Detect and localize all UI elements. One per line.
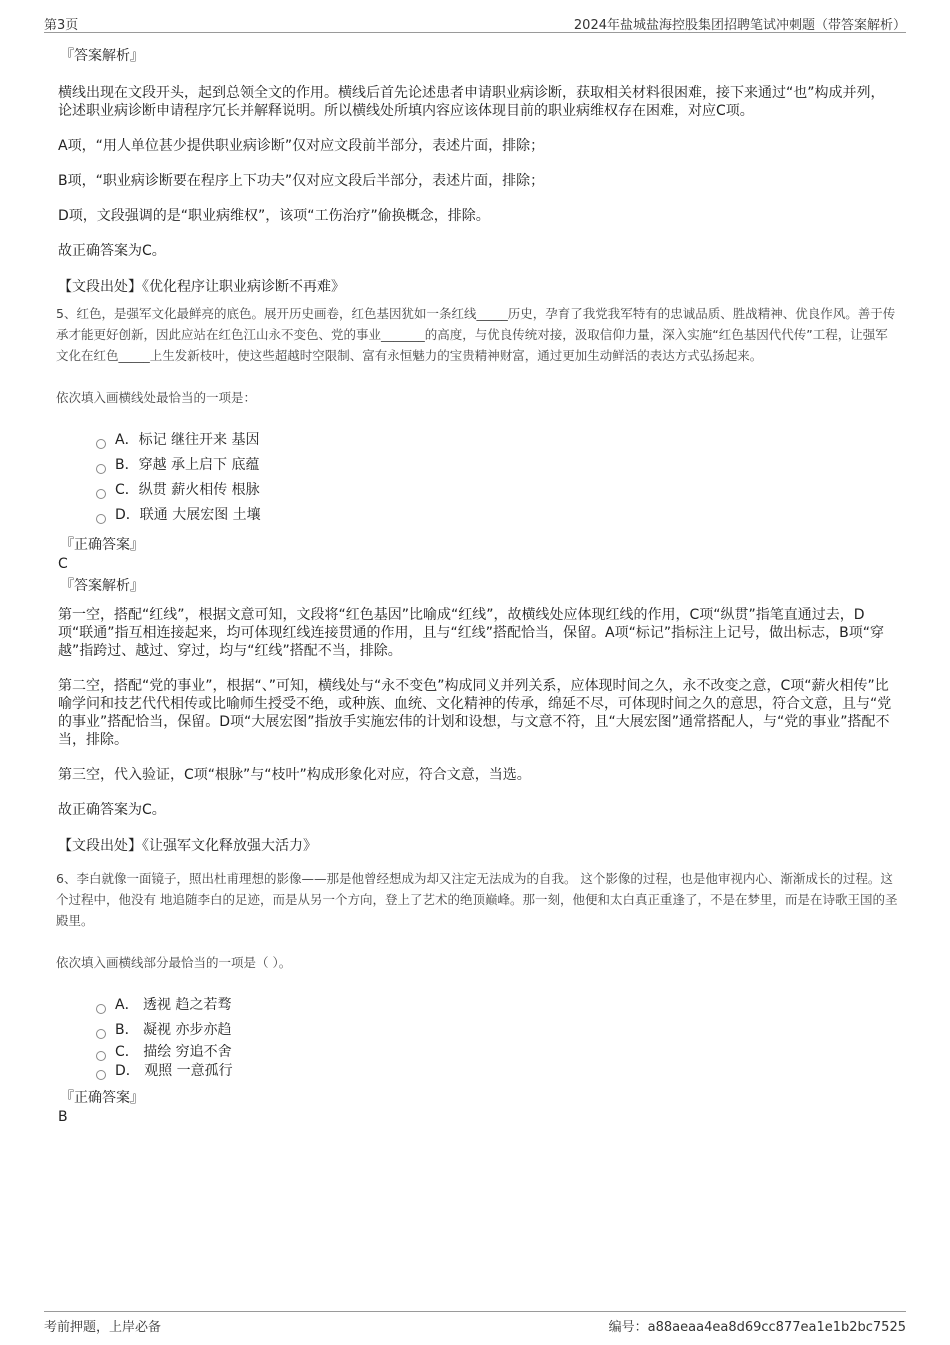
correct-answer: C: [58, 556, 68, 572]
radio-icon[interactable]: [96, 439, 106, 449]
document-title: 2024年盐城盐海控股集团招聘笔试冲刺题（带答案解析）: [573, 18, 906, 33]
radio-icon[interactable]: [96, 1029, 106, 1039]
document-body: [56, 46, 898, 1129]
option-list: [96, 993, 898, 1081]
option-label: C． 描绘 穷追不舍: [115, 1044, 232, 1060]
analysis-paragraph: 第三空，代入验证，C项“根脉”与“枝叶”构成形象化对应，符合文意，当选。: [58, 767, 531, 783]
radio-icon[interactable]: [96, 464, 106, 474]
radio-icon[interactable]: [96, 1004, 106, 1014]
option-c[interactable]: [96, 478, 898, 503]
radio-icon[interactable]: [96, 1070, 106, 1080]
page-header: [44, 12, 906, 33]
analysis-paragraph: D项，文段强调的是“职业病维权”，该项“工伤治疗”偷换概念，排除。: [58, 208, 490, 224]
option-c[interactable]: [96, 1043, 898, 1062]
option-label: B．穿越 承上启下 底蕴: [115, 457, 260, 473]
radio-icon[interactable]: [96, 489, 106, 499]
option-list: [96, 428, 898, 528]
option-d[interactable]: [96, 1062, 898, 1081]
option-b[interactable]: [96, 453, 898, 478]
analysis-paragraph: 横线出现在文段开头，起到总领全文的作用。横线后首先论述患者申请职业病诊断，获取相关材料很困难，接下来通过“也”构成并列，论述职业病诊断申请程序冗长并解释说明。所以横线处所填内容应该体现目前的职业病维权存在困难，对应C项。: [58, 85, 885, 119]
correct-answer: B: [58, 1109, 68, 1125]
source-citation: 【文段出处】《优化程序让职业病诊断不再难》: [58, 279, 345, 295]
option-b[interactable]: [96, 1018, 898, 1043]
option-label: A．标记 继往开来 基因: [115, 432, 260, 448]
option-label: D．联通 大展宏图 土壤: [115, 507, 261, 523]
option-label: B． 凝视 亦步亦趋: [115, 1022, 232, 1038]
question-prompt: 依次填入画横线处最恰当的一项是：: [56, 390, 257, 405]
analysis-conclusion: 故正确答案为C。: [58, 802, 166, 818]
question-stem: 6、李白就像一面镜子，照出杜甫理想的影像——那是他曾经想成为却又注定无法成为的自我。 这个影像的过程，也是他审视内心、渐渐成长的过程。这个过程中，他没有 地追随李白的足迹，而是从另一个方向，登上了艺术的绝顶巅峰。那一刻，他便和太白真正重逢了，不是在梦里，而是在诗歌王国的圣殿里。: [56, 871, 898, 928]
question-prompt: 依次填入画横线部分最恰当的一项是（ ）。: [56, 955, 292, 970]
page-footer: [44, 1311, 906, 1336]
analysis-label: 『答案解析』: [60, 48, 144, 64]
option-label: D． 观照 一意孤行: [115, 1063, 233, 1079]
analysis-paragraph: A项，“用人单位甚少提供职业病诊断”仅对应文段前半部分，表述片面，排除；: [58, 138, 545, 154]
question-stem: 5、红色，是强军文化最鲜亮的底色。展开历史画卷，红色基因犹如一条红线_____历史，孕育了我党我军特有的忠诚品质、胜战精神、优良作风。善于传承才能更好创新，因此应站在红色江山永不变色、党的事业_______的高度，与优良传统对接，汲取信仰力量，深入实施“红色基因代代传”工程，让强军文化在红色_____上生发新枝叶，使这些超越时空限制、富有永恒魅力的宝贵精神财富，通过更加生动鲜活的表达方式弘扬起来。: [56, 306, 896, 363]
analysis-paragraph: 第二空，搭配“党的事业”，根据“、”可知，横线处与“永不变色”构成同义并列关系，应体现时间之久，永不改变之意，C项“薪火相传”比喻学问和技艺代代相传或比喻师生授受不绝，或种族、血统、文化精神的传承，绵延不尽，可体现时间之久的意思，符合文意，且与“党的事业”搭配恰当，保留。D项“大展宏图”指放手实施宏伟的计划和设想，与文意不符，且“大展宏图”通常搭配人，与“党的事业”搭配不当，排除。: [58, 678, 892, 748]
correct-answer-label: 『正确答案』: [60, 537, 144, 553]
option-d[interactable]: [96, 503, 898, 528]
option-label: C．纵贯 薪火相传 根脉: [115, 482, 260, 498]
analysis-label: 『答案解析』: [60, 578, 144, 594]
analysis-paragraph: B项，“职业病诊断要在程序上下功夫”仅对应文段后半部分，表述片面，排除；: [58, 173, 545, 189]
option-a[interactable]: [96, 993, 898, 1018]
radio-icon[interactable]: [96, 1051, 106, 1061]
footer-slogan: 考前押题，上岸必备: [44, 1320, 162, 1335]
radio-icon[interactable]: [96, 514, 106, 524]
analysis-paragraph: 第一空，搭配“红线”，根据文意可知，文段将“红色基因”比喻成“红线”，故横线处应体现红线的作用，C项“纵贯”指笔直通过去，D项“联通”指互相连接起来，均可体现红线连接贯通的作用，且与“红线”搭配恰当，保留。A项“标记”指标注上记号，做出标志，B项“穿越”指跨过、越过、穿过，均与“红线”搭配不当，排除。: [58, 607, 884, 659]
analysis-conclusion: 故正确答案为C。: [58, 243, 166, 259]
source-citation: 【文段出处】《让强军文化释放强大活力》: [58, 838, 317, 854]
document-id: 编号：a88aeaa4ea8d69cc877ea1e1b2bc7525: [608, 1320, 906, 1335]
option-a[interactable]: [96, 428, 898, 453]
page-number: 第3页: [44, 18, 79, 33]
correct-answer-label: 『正确答案』: [60, 1090, 144, 1106]
option-label: A． 透视 趋之若骛: [115, 997, 232, 1013]
